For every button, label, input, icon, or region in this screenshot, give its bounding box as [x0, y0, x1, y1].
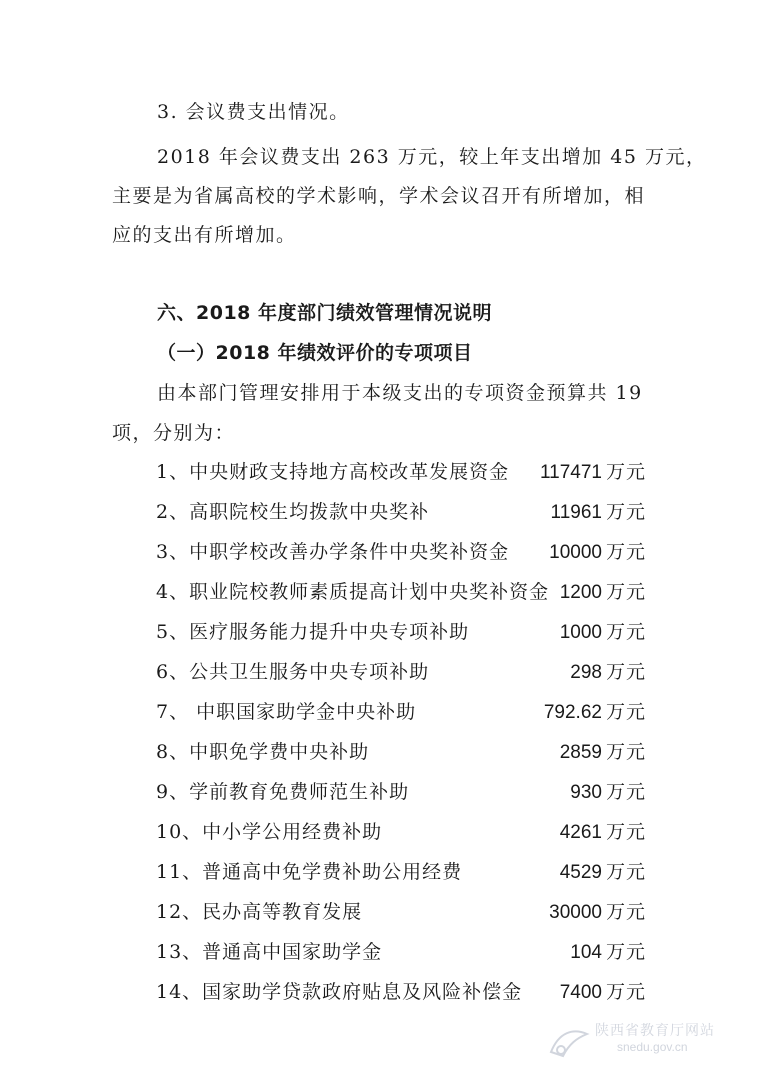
- project-amount: [570, 659, 646, 686]
- project-name: 10、中小学公用经费补助: [156, 821, 383, 843]
- project-item: [156, 739, 646, 765]
- project-item: [156, 539, 646, 565]
- project-item: [156, 899, 646, 925]
- amount-unit: 万元: [605, 741, 646, 763]
- amount-value: 117471: [539, 462, 602, 483]
- project-name: 6、公共卫生服务中央专项补助: [156, 661, 430, 683]
- amount-unit: 万元: [605, 941, 646, 963]
- amount-value: 1200: [559, 582, 602, 603]
- amount-value: 792.62: [543, 702, 602, 723]
- project-amount: [560, 619, 646, 646]
- project-name: 13、普通高中国家助学金: [156, 941, 383, 963]
- project-item: [156, 619, 646, 645]
- watermark-url: snedu.gov.cn: [617, 1040, 688, 1054]
- project-amount: [560, 739, 646, 766]
- amount-value: 7400: [559, 982, 602, 1003]
- section-3-paragraph-line-2: 主要是为省属高校的学术影响，学术会议召开有所增加，相: [112, 185, 646, 207]
- amount-value: 298: [570, 662, 602, 683]
- amount-unit: 万元: [605, 541, 646, 563]
- amount-unit: 万元: [605, 981, 646, 1003]
- project-item: [156, 819, 646, 845]
- project-amount: [549, 539, 646, 566]
- amount-unit: 万元: [605, 901, 646, 923]
- project-name: 3、中职学校改善办学条件中央奖补资金: [156, 541, 510, 563]
- project-amount: [560, 579, 646, 606]
- project-item: [156, 499, 646, 525]
- project-item: [156, 699, 646, 725]
- section-6-heading: 六、2018 年度部门绩效管理情况说明: [157, 302, 492, 324]
- section-3-title: 3. 会议费支出情况。: [157, 101, 350, 123]
- site-watermark: [547, 1016, 747, 1066]
- project-name: 5、医疗服务能力提升中央专项补助: [156, 621, 470, 643]
- subsection-heading: （一）2018 年绩效评价的专项项目: [157, 342, 473, 364]
- project-amount: [544, 699, 646, 726]
- intro-line-1: 由本部门管理安排用于本级支出的专项资金预算共 19: [157, 382, 643, 404]
- project-name: 8、中职免学费中央补助: [156, 741, 370, 763]
- project-amount: [549, 899, 646, 926]
- project-item: [156, 459, 646, 485]
- project-amount: [540, 459, 646, 486]
- project-item: [156, 939, 646, 965]
- project-name: 2、高职院校生均拨款中央奖补: [156, 501, 430, 523]
- amount-value: 1000: [559, 622, 602, 643]
- project-amount: [560, 859, 646, 886]
- section-3-paragraph-line-3: 应的支出有所增加。: [112, 224, 297, 246]
- amount-unit: 万元: [605, 501, 646, 523]
- amount-value: 104: [570, 942, 602, 963]
- project-item: [156, 979, 646, 1005]
- amount-unit: 万元: [605, 781, 646, 803]
- amount-value: 2859: [559, 742, 602, 763]
- amount-unit: 万元: [605, 461, 646, 483]
- project-name: 14、国家助学贷款政府贴息及风险补偿金: [156, 981, 523, 1003]
- watermark-logo-icon: [547, 1022, 591, 1062]
- project-item: [156, 579, 646, 605]
- amount-value: 4529: [559, 862, 602, 883]
- project-name: 11、普通高中免学费补助公用经费: [156, 861, 463, 883]
- amount-value: 30000: [549, 902, 602, 923]
- watermark-text: 陕西省教育厅网站: [595, 1023, 715, 1039]
- amount-unit: 万元: [605, 821, 646, 843]
- amount-value: 4261: [559, 822, 602, 843]
- amount-value: 930: [570, 782, 602, 803]
- amount-unit: 万元: [605, 621, 646, 643]
- project-amount: [551, 499, 646, 526]
- amount-unit: 万元: [605, 661, 646, 683]
- project-item: [156, 779, 646, 805]
- project-name: 9、学前教育免费师范生补助: [156, 781, 410, 803]
- project-amount: [560, 819, 646, 846]
- amount-value: 10000: [549, 542, 602, 563]
- section-3-paragraph-line-1: 2018 年会议费支出 263 万元，较上年支出增加 45 万元，: [157, 146, 707, 168]
- amount-unit: 万元: [605, 861, 646, 883]
- amount-value: 11961: [550, 502, 602, 523]
- project-name: 4、职业院校教师素质提高计划中央奖补资金: [156, 581, 550, 603]
- project-name: 7、 中职国家助学金中央补助: [156, 701, 417, 723]
- project-name: 12、民办高等教育发展: [156, 901, 363, 923]
- project-item: [156, 859, 646, 885]
- amount-unit: 万元: [605, 701, 646, 723]
- project-amount: [560, 979, 646, 1006]
- project-item: [156, 659, 646, 685]
- amount-unit: 万元: [605, 581, 646, 603]
- project-amount: [570, 779, 646, 806]
- intro-line-2: 项，分别为：: [112, 422, 236, 444]
- project-name: 1、中央财政支持地方高校改革发展资金: [156, 461, 510, 483]
- project-amount: [570, 939, 646, 966]
